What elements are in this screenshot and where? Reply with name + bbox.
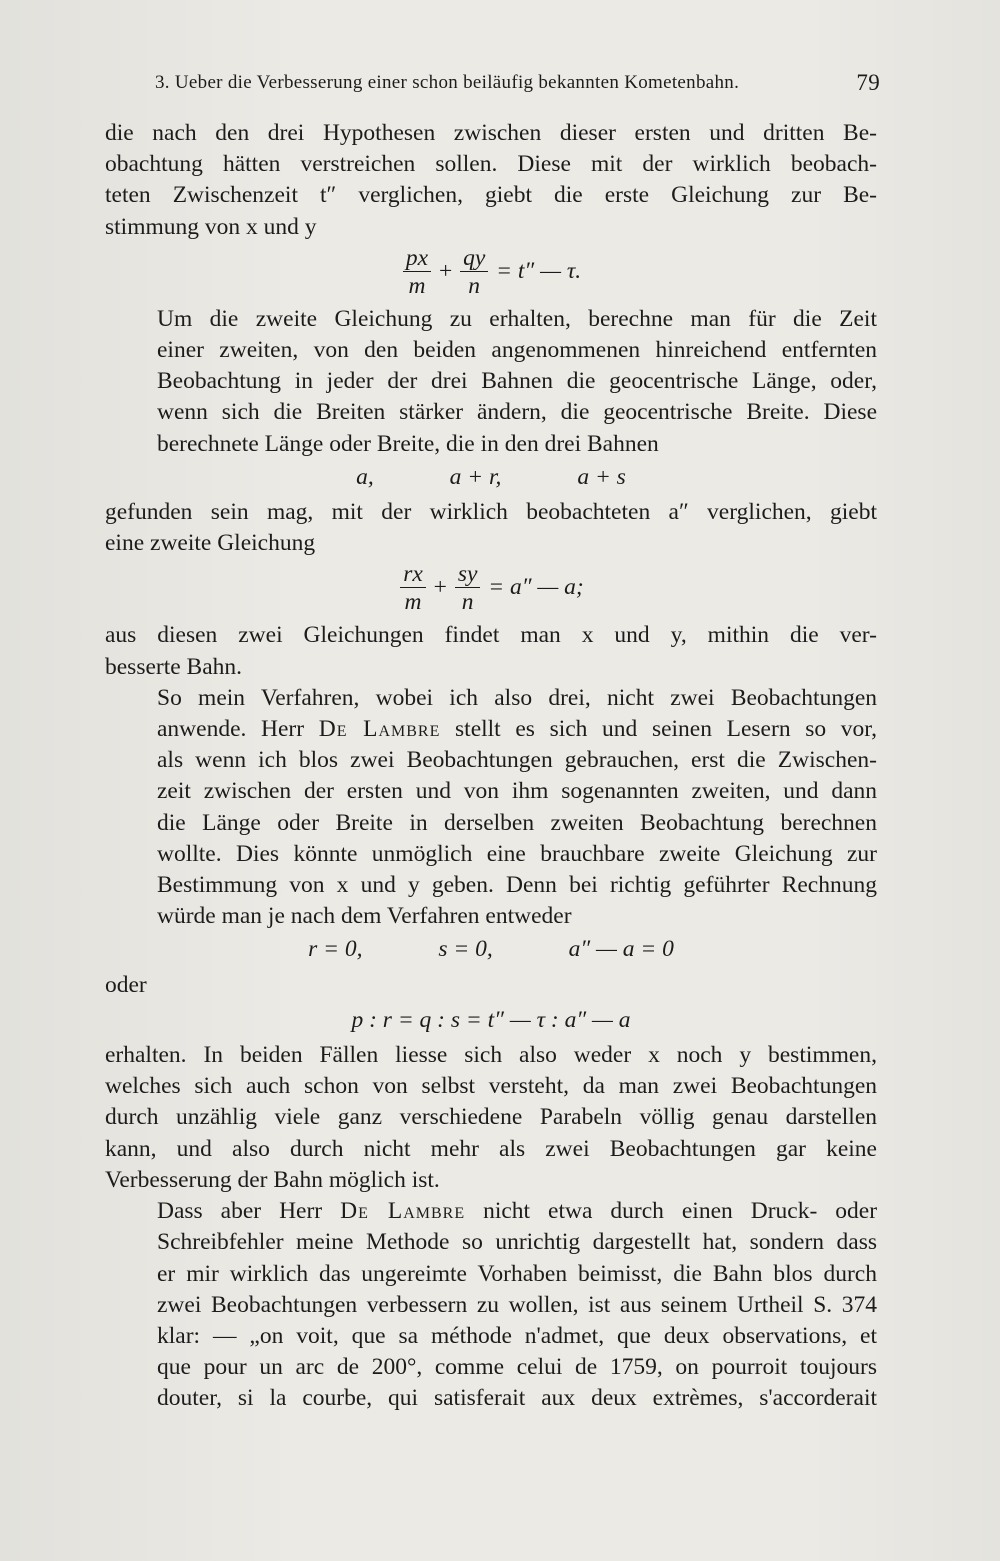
text-line: besserte Bahn. (105, 653, 243, 680)
text-line: Dass aber Herr De Lambre nicht etwa durch einen Druck- oder (157, 1198, 878, 1225)
paragraph-4 (105, 620, 877, 682)
text-line: erhalten. In beiden Fällen liesse sich also weder x noch y bestimmen, (105, 1042, 877, 1069)
text-line: zeit zwischen der ersten und von ihm sogenannten zweiten, und dann (157, 778, 877, 805)
body-text (105, 118, 877, 1415)
author-name: De Lambre (318, 716, 441, 743)
equation-rhs: = t″ — τ. (496, 257, 582, 284)
text-line: Um die zweite Gleichung zu erhalten, berechne man für die Zeit (157, 305, 877, 332)
running-header (155, 72, 880, 94)
text-line: So mein Verfahren, wobei ich also drei, nicht zwei Beobachtungen (157, 684, 877, 711)
text-line: die nach den drei Hypothesen zwischen dieser ersten und dritten Be- (105, 120, 877, 146)
fraction: $\frac{px}{m}$ (403, 245, 431, 300)
text-line: kann, und also durch nicht mehr als zwei Beobachtungen gar keine (105, 1135, 877, 1162)
equation-2: a, a + r, a + s (356, 463, 626, 490)
text-line: que pour un arc de 200°, comme celui de 1759, on pourroit toujours (157, 1354, 877, 1381)
paragraph-7 (105, 1196, 877, 1414)
text-line: als wenn ich blos zwei Beobachtungen gebrauchen, erst die Zwischen- (157, 747, 877, 774)
text-line: wollte. Dies könnte unmöglich eine brauchbare zweite Gleichung zur (157, 840, 877, 867)
page-number: 79 (856, 70, 880, 95)
paragraph-2 (105, 304, 877, 460)
fraction: $\frac{rx}{m}$ (400, 561, 426, 616)
paragraph-6 (105, 1040, 877, 1196)
running-title: 3. Ueber die Verbesserung einer schon beiläufig bekannten Kometenbahn. (155, 72, 740, 93)
fraction: $\frac{qy}{n}$ (460, 245, 488, 300)
text-line: anwende. Herr De Lambre stellt es sich und seinen Lesern so vor, (157, 716, 877, 743)
author-name: De Lambre (340, 1198, 466, 1225)
text-line: wenn sich die Breiten stärker ändern, die geocentrische Breite. Diese (157, 399, 877, 426)
oder-label: oder (105, 971, 147, 998)
text-line: welches sich auch schon von selbst versteht, da man zwei Beobachtungen (105, 1073, 877, 1100)
text-line: durch unzählig viele ganz verschiedene Parabeln völlig genau darstellen (105, 1104, 877, 1131)
text-line: aus diesen zwei Gleichungen findet man x und y, mithin die ver- (105, 622, 877, 649)
text-line: berechnete Länge oder Breite, die in den drei Bahnen (157, 430, 659, 457)
paragraph-3 (105, 497, 877, 559)
text-line: Schreibfehler meine Methode so unrichtig dargestellt hat, sondern dass (157, 1229, 877, 1256)
text-line: einer zweiten, von den beiden angenommenen hinreichend entfernten (157, 337, 877, 364)
text-line: obachtung hätten verstreichen sollen. Diese mit der wirklich beobach- (105, 151, 877, 178)
paragraph-1 (105, 118, 877, 243)
text-line: klar: — „on voit, que sa méthode n'admet, que deux observations, et (157, 1322, 877, 1349)
text-line: Verbesserung der Bahn möglich ist. (105, 1166, 440, 1193)
text-line: gefunden sein mag, mit der wirklich beobachteten a″ verglichen, giebt (105, 499, 877, 526)
equation-5: p : r = q : s = t″ — τ : a″ — a (351, 1006, 631, 1033)
text-line: er mir wirklich das ungereimte Vorhaben beimisst, die Bahn blos durch (157, 1260, 877, 1287)
equation-rhs: = a″ — a; (488, 574, 584, 601)
equation-3: $\frac{rx}{m}$ + $\frac{sy}{n}$ = a″ — a; (105, 561, 877, 616)
text-line: eine zweite Gleichung (105, 530, 316, 557)
text-line: stimmung von x und y (105, 213, 317, 240)
paragraph-5 (105, 683, 877, 933)
fraction: $\frac{sy}{n}$ (455, 561, 481, 616)
text-line: Beobachtung in jeder der drei Bahnen die geocentrische Länge, oder, (157, 368, 877, 395)
text-line: teten Zwischenzeit t″ verglichen, giebt die erste Gleichung zur Be- (105, 182, 877, 209)
equation-1: $\frac{px}{m}$ + $\frac{qy}{n}$ = t″ — τ. (105, 245, 877, 300)
equation-4: r = 0, s = 0, a″ — a = 0 (308, 936, 674, 963)
text-line: zwei Beobachtungen verbessern zu wollen, ist aus seinem Urtheil S. 374 (157, 1291, 877, 1318)
text-line: douter, si la courbe, qui satisferait aux deux extrèmes, s'accorderait (157, 1385, 877, 1412)
text-line: die Länge oder Breite in derselben zweiten Beobachtung berechnen (157, 809, 877, 836)
text-line: würde man je nach dem Verfahren entweder (157, 903, 572, 930)
text-line: Bestimmung von x und y geben. Denn bei richtig geführter Rechnung (157, 872, 877, 899)
